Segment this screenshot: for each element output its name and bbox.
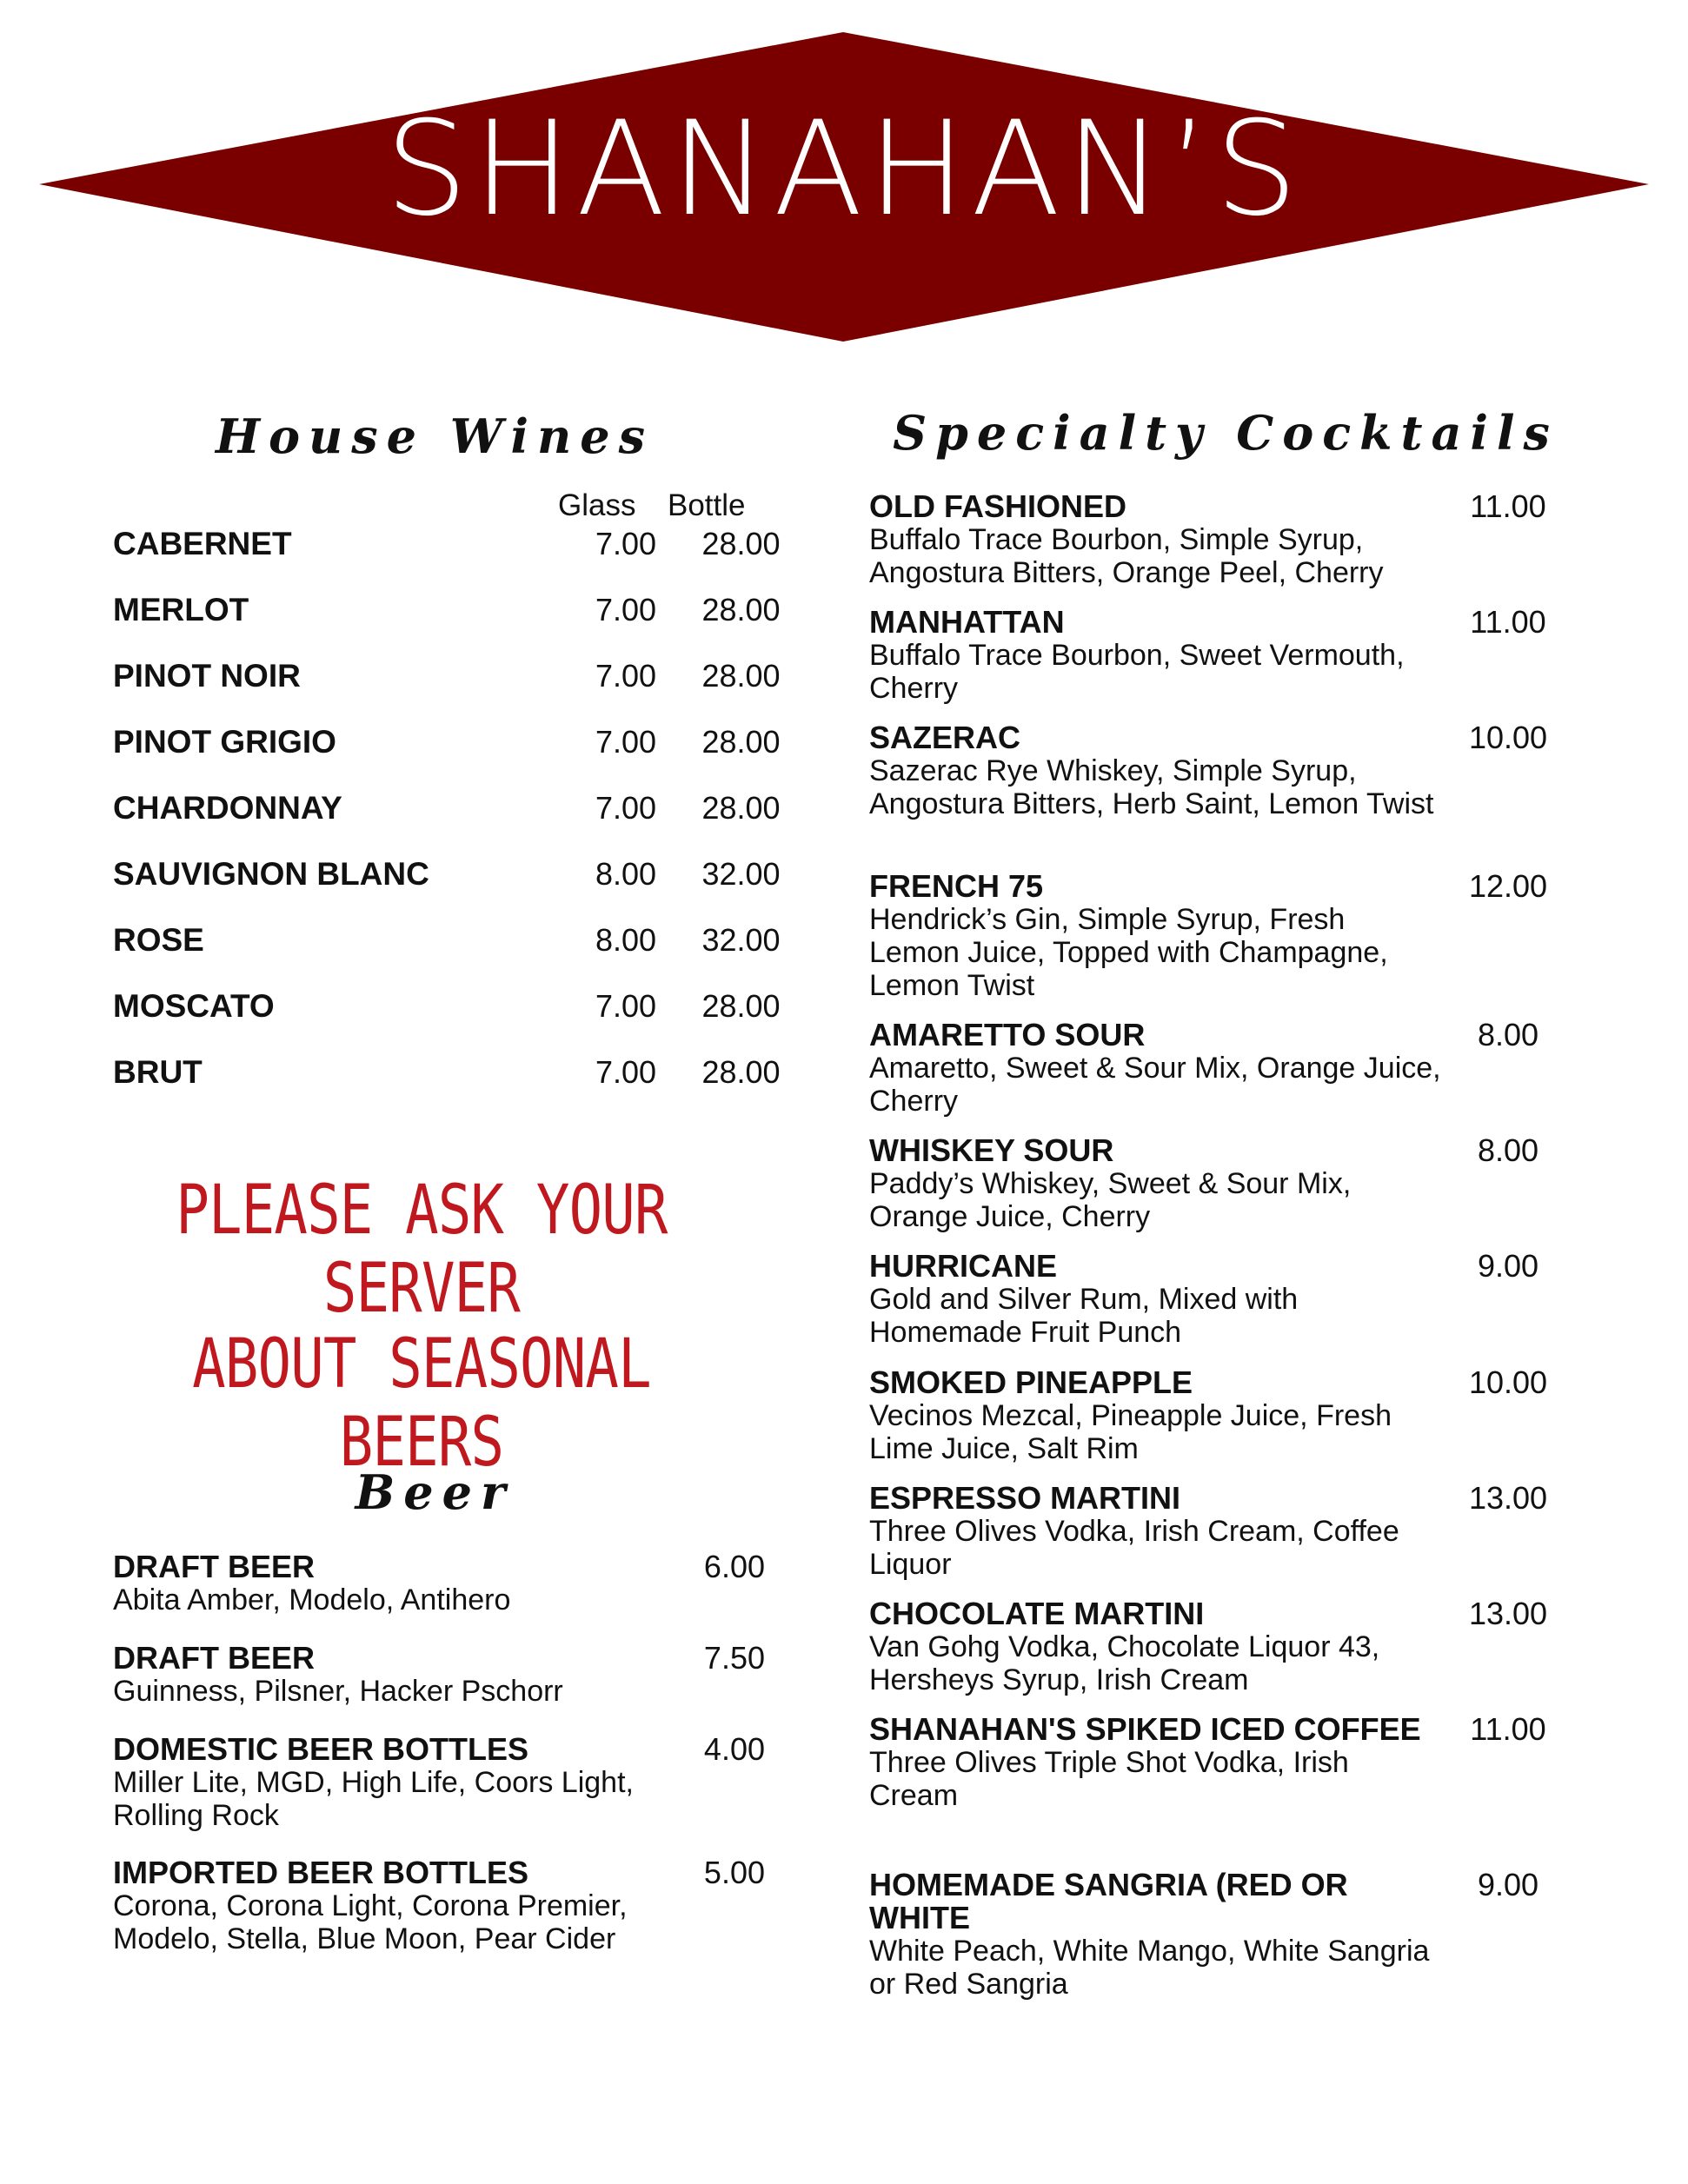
- beer-item: [113, 1642, 765, 1708]
- cocktail-item: [869, 1250, 1578, 1349]
- cocktail-price: 10.00: [1468, 1364, 1548, 1400]
- beer-title: Beer: [355, 1464, 515, 1520]
- wine-name: SAUVIGNON BLANC: [113, 856, 429, 892]
- wine-bottle-price: 32.00: [701, 856, 781, 892]
- beer-name: DRAFT BEER: [113, 1549, 315, 1584]
- bottle-column-header: Bottle: [668, 488, 746, 522]
- cocktail-description: Three Olives Triple Shot Vodka, Irish Cream: [869, 1746, 1349, 1812]
- wine-bottle-price: 28.00: [701, 790, 781, 826]
- cocktail-item: [869, 1366, 1578, 1465]
- cocktail-item: [869, 1134, 1578, 1233]
- cocktail-description: Gold and Silver Rum, Mixed with Homemade Fruit Punch: [869, 1283, 1299, 1349]
- cocktail-name: CHOCOLATE MARTINI: [869, 1596, 1205, 1631]
- cocktail-name: ESPRESSO MARTINI: [869, 1480, 1181, 1516]
- wine-name: MOSCATO: [113, 988, 275, 1024]
- wine-row: [113, 724, 781, 764]
- cocktail-price: 11.00: [1470, 604, 1546, 640]
- cocktail-price: 13.00: [1468, 1480, 1548, 1516]
- house-wines-title: House Wines: [215, 408, 655, 464]
- wine-glass-price: 7.00: [595, 658, 657, 694]
- cocktail-description: Paddy’s Whiskey, Sweet & Sour Mix, Orange Juice, Cherry: [869, 1167, 1352, 1233]
- wine-bottle-price: 28.00: [701, 526, 781, 561]
- wine-glass-price: 7.00: [595, 988, 657, 1024]
- cocktail-price: 9.00: [1477, 1867, 1539, 1902]
- wine-bottle-price: 28.00: [701, 592, 781, 627]
- wine-row: [113, 526, 781, 566]
- cocktail-item: [869, 721, 1578, 820]
- wine-glass-price: 8.00: [595, 922, 657, 958]
- wine-name: ROSE: [113, 922, 204, 958]
- seasonal-beer-notice-line1: PLEASE ASK YOUR SERVER: [176, 1172, 668, 1328]
- specialty-cocktails-title: Specialty Cocktails: [893, 405, 1558, 461]
- cocktail-item: [869, 1869, 1578, 2001]
- cocktail-description: Buffalo Trace Bourbon, Sweet Vermouth, Cherry: [869, 639, 1405, 705]
- wine-bottle-price: 28.00: [701, 1054, 781, 1090]
- wine-name: MERLOT: [113, 592, 249, 627]
- cocktail-price: 11.00: [1470, 488, 1546, 524]
- cocktail-price: 8.00: [1477, 1017, 1539, 1052]
- wine-bottle-price: 28.00: [701, 724, 781, 760]
- wine-row: [113, 922, 781, 962]
- cocktail-name: AMARETTO SOUR: [869, 1017, 1146, 1052]
- wine-row: [113, 790, 781, 830]
- wine-glass-price: 7.00: [595, 1054, 657, 1090]
- wine-name: CHARDONNAY: [113, 790, 342, 826]
- wine-row: [113, 658, 781, 698]
- wine-name: PINOT NOIR: [113, 658, 301, 694]
- cocktail-description: Sazerac Rye Whiskey, Simple Syrup, Angostura Bitters, Herb Saint, Lemon Twist: [869, 754, 1434, 820]
- wine-glass-price: 7.00: [595, 790, 657, 826]
- cocktail-item: [869, 1713, 1578, 1812]
- beer-name: DRAFT BEER: [113, 1640, 315, 1676]
- beer-description: Miller Lite, MGD, High Life, Coors Light, Rolling Rock: [113, 1766, 634, 1832]
- wine-glass-price: 7.00: [595, 592, 657, 627]
- beer-price: 7.50: [703, 1640, 765, 1676]
- cocktail-price: 8.00: [1477, 1132, 1539, 1168]
- cocktail-price: 10.00: [1468, 720, 1548, 755]
- cocktail-name: SHANAHAN'S SPIKED ICED COFFEE: [869, 1711, 1421, 1747]
- cocktail-name: OLD FASHIONED: [869, 488, 1127, 524]
- cocktail-item: [869, 870, 1578, 1002]
- beer-price: 5.00: [703, 1855, 765, 1890]
- wine-bottle-price: 28.00: [701, 658, 781, 694]
- cocktail-item: [869, 1482, 1578, 1581]
- cocktail-description: White Peach, White Mango, White Sangria or Red Sangria: [869, 1935, 1430, 2001]
- cocktail-price: 11.00: [1470, 1711, 1546, 1747]
- cocktail-description: Hendrick’s Gin, Simple Syrup, Fresh Lemon Juice, Topped with Champagne, Lemon Twist: [869, 903, 1388, 1002]
- cocktail-name: MANHATTAN: [869, 604, 1065, 640]
- cocktail-item: [869, 490, 1578, 589]
- cocktail-description: Vecinos Mezcal, Pineapple Juice, Fresh Lime Juice, Salt Rim: [869, 1399, 1392, 1465]
- cocktail-name: SAZERAC: [869, 720, 1021, 755]
- wine-row: [113, 988, 781, 1028]
- cocktail-description: Buffalo Trace Bourbon, Simple Syrup, Angostura Bitters, Orange Peel, Cherry: [869, 523, 1384, 589]
- brand-title: SHANAHAN’S: [385, 94, 1303, 245]
- beer-name: DOMESTIC BEER BOTTLES: [113, 1731, 529, 1767]
- beer-item: [113, 1856, 765, 1955]
- cocktail-name: HOMEMADE SANGRIA (RED OR WHITE: [869, 1867, 1348, 1935]
- cocktail-price: 12.00: [1468, 868, 1548, 904]
- glass-column-header: Glass: [558, 488, 636, 522]
- wine-row: [113, 1054, 781, 1094]
- cocktail-price: 13.00: [1468, 1596, 1548, 1631]
- beer-description: Guinness, Pilsner, Hacker Pschorr: [113, 1675, 563, 1708]
- wine-row: [113, 856, 781, 896]
- cocktail-item: [869, 606, 1578, 705]
- beer-name: IMPORTED BEER BOTTLES: [113, 1855, 529, 1890]
- wine-glass-price: 8.00: [595, 856, 657, 892]
- cocktail-name: FRENCH 75: [869, 868, 1044, 904]
- wine-name: CABERNET: [113, 526, 292, 561]
- wine-glass-price: 7.00: [595, 526, 657, 561]
- wine-bottle-price: 28.00: [701, 988, 781, 1024]
- wine-bottle-price: 32.00: [701, 922, 781, 958]
- cocktail-price: 9.00: [1477, 1248, 1539, 1284]
- cocktail-name: HURRICANE: [869, 1248, 1057, 1284]
- cocktail-description: Three Olives Vodka, Irish Cream, Coffee Liquor: [869, 1515, 1399, 1581]
- cocktail-description: Van Gohg Vodka, Chocolate Liquor 43, Hersheys Syrup, Irish Cream: [869, 1630, 1380, 1696]
- header-banner: [0, 0, 1688, 365]
- wine-name: PINOT GRIGIO: [113, 724, 336, 760]
- cocktail-item: [869, 1019, 1578, 1118]
- cocktail-name: WHISKEY SOUR: [869, 1132, 1114, 1168]
- wine-glass-price: 7.00: [595, 724, 657, 760]
- beer-item: [113, 1550, 765, 1616]
- beer-price: 4.00: [703, 1731, 765, 1767]
- cocktail-name: SMOKED PINEAPPLE: [869, 1364, 1193, 1400]
- beer-description: Abita Amber, Modelo, Antihero: [113, 1583, 511, 1616]
- wine-name: BRUT: [113, 1054, 203, 1090]
- beer-item: [113, 1733, 765, 1832]
- cocktail-description: Amaretto, Sweet & Sour Mix, Orange Juice, Cherry: [869, 1052, 1441, 1118]
- cocktail-item: [869, 1597, 1578, 1696]
- beer-description: Corona, Corona Light, Corona Premier, Modelo, Stella, Blue Moon, Pear Cider: [113, 1889, 628, 1955]
- wine-row: [113, 592, 781, 632]
- beer-price: 6.00: [703, 1549, 765, 1584]
- seasonal-beer-notice-line2: ABOUT SEASONAL BEERS: [192, 1325, 651, 1482]
